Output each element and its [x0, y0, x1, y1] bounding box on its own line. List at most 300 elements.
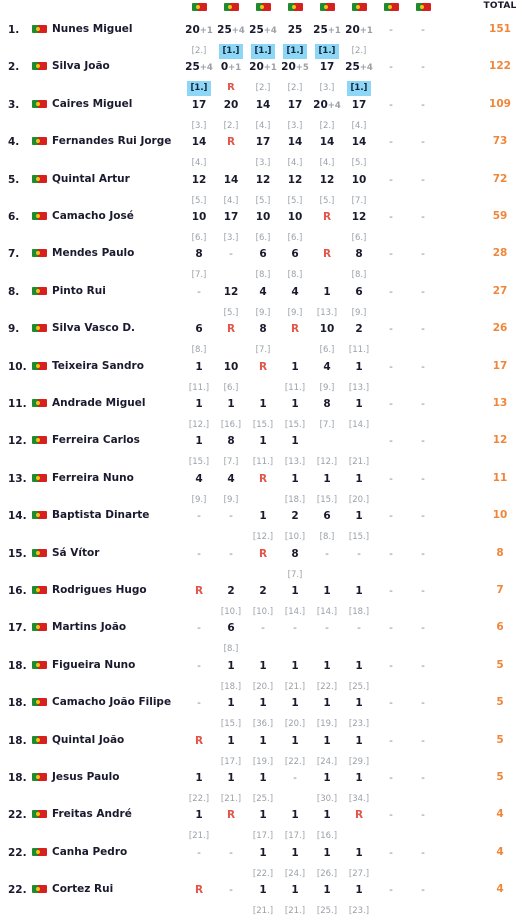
race-points: [183, 173, 215, 188]
points-value: 1: [355, 360, 363, 373]
race-result: [375, 509, 407, 524]
driver-name[interactable]: Martins João: [52, 621, 127, 634]
points-value: 1: [227, 697, 235, 710]
position: 16.: [8, 585, 27, 597]
points-value: -: [389, 697, 393, 710]
total-points: 73: [492, 135, 508, 148]
points-value: -: [293, 622, 297, 635]
points-value: -: [197, 510, 201, 523]
points-value: 12: [255, 173, 271, 186]
race-rank: [3.]: [191, 120, 207, 131]
race-result: [343, 397, 375, 432]
race-result: [407, 883, 439, 898]
race-points: [407, 210, 439, 225]
driver-name[interactable]: Nunes Miguel: [52, 23, 133, 35]
points-value: R: [194, 734, 204, 747]
points-value: -: [421, 285, 425, 298]
race-points: [311, 322, 343, 337]
race-points: [343, 584, 375, 599]
race-result: [407, 472, 439, 487]
race-points: [247, 771, 279, 786]
driver-name[interactable]: Freitas André: [52, 808, 132, 821]
points-value: -: [325, 547, 329, 560]
race-points: [183, 98, 215, 113]
points-value: 1: [259, 697, 267, 710]
race-result: [311, 23, 343, 59]
driver-name[interactable]: Fernandes Rui Jorge: [52, 135, 172, 148]
points-value: 17: [223, 211, 239, 223]
race-result: [343, 584, 375, 619]
race-points: [311, 210, 343, 225]
race-result: [247, 621, 279, 636]
points-value: -: [229, 510, 233, 523]
race-rank: [14.]: [284, 607, 306, 617]
race-result: [375, 621, 407, 636]
race-points: [375, 659, 407, 674]
race-points: [311, 883, 343, 898]
race-result: [375, 734, 407, 749]
race-rank: [11.]: [348, 345, 370, 356]
race-points: [311, 584, 343, 599]
driver-name[interactable]: Silva João: [52, 60, 110, 73]
race-rank: [15.]: [316, 494, 338, 505]
driver-name[interactable]: Quintal João: [52, 733, 125, 746]
race-points: [311, 60, 343, 75]
race-result: [311, 846, 343, 881]
race-points: [215, 285, 247, 300]
race-result: [183, 247, 215, 282]
race-points: [343, 173, 375, 188]
race-points: [279, 808, 311, 823]
points-value: 8: [355, 248, 363, 261]
race-result: [407, 584, 439, 599]
race-result: [183, 434, 215, 469]
race-points: [407, 883, 439, 898]
points-value: 6: [259, 248, 267, 261]
race-points: [279, 846, 311, 861]
race-rank: [11.]: [284, 382, 306, 393]
points-value: -: [197, 622, 201, 635]
total-points: 8: [496, 546, 504, 559]
points-value: 1: [355, 585, 363, 597]
total-points: 59: [492, 210, 508, 222]
points-value: 1: [355, 472, 363, 485]
race-result: [311, 360, 343, 395]
race-points: [247, 584, 279, 599]
position: 13.: [8, 472, 27, 485]
race-points: [183, 584, 215, 599]
race-result: [183, 322, 215, 357]
race-points: [215, 173, 247, 188]
race-rank: [5.]: [319, 195, 335, 206]
race-result: [247, 883, 279, 918]
race-points: [311, 247, 343, 262]
driver-name[interactable]: Canha Pedro: [52, 845, 128, 858]
race-points: [215, 23, 247, 38]
race-result: [343, 247, 375, 282]
race-points: [247, 808, 279, 823]
race-rank: [7.]: [319, 420, 335, 430]
position: 5.: [8, 173, 20, 186]
bonus-points: +5: [295, 63, 309, 74]
race-rank: [4.]: [223, 195, 239, 206]
race-result: [407, 509, 439, 524]
race-points: [247, 60, 279, 75]
race-rank: [23.]: [348, 906, 370, 917]
race-points: [311, 397, 343, 412]
race-points: [375, 509, 407, 524]
race-rank: [23.]: [348, 719, 370, 730]
race-points: [279, 173, 311, 188]
driver-name[interactable]: Sá Vítor: [52, 546, 100, 559]
position: 22.: [8, 846, 27, 859]
total-points: 5: [496, 733, 504, 746]
race-flag-icon: [416, 3, 431, 11]
table-row: [0, 95, 522, 132]
position: 7.: [8, 248, 20, 261]
points-value: 8: [323, 398, 331, 410]
race-result: [343, 472, 375, 507]
race-rank: [36.]: [252, 719, 274, 730]
points-value: 2: [259, 585, 267, 597]
win-badge: [1.]: [187, 81, 212, 96]
race-points: [407, 734, 439, 749]
race-result: [407, 696, 439, 711]
points-value: 1: [195, 809, 203, 822]
race-rank: [17.]: [284, 831, 306, 842]
race-result: [215, 883, 247, 898]
race-result: [375, 434, 407, 449]
points-value: 1: [291, 846, 299, 859]
points-value: 1: [323, 809, 331, 822]
win-badge: [1.]: [283, 44, 308, 59]
race-rank: R: [227, 82, 235, 94]
race-result: [375, 883, 407, 898]
race-result: [279, 360, 311, 395]
race-rank: [7.]: [191, 270, 207, 281]
position: 4.: [8, 136, 20, 149]
race-result: [215, 696, 247, 731]
race-points: [343, 659, 375, 674]
race-result: [279, 135, 311, 170]
position: 2.: [8, 61, 20, 74]
race-result: [279, 621, 311, 636]
points-value: 4: [227, 472, 235, 485]
race-rank: [34.]: [348, 794, 370, 804]
race-result: [407, 247, 439, 262]
race-rank: [11.]: [188, 382, 210, 393]
points-value: 10: [351, 173, 367, 186]
race-rank: [6.]: [255, 233, 271, 243]
total-points: 5: [496, 658, 504, 671]
total-points: 6: [496, 621, 504, 634]
points-value: 2: [291, 510, 299, 523]
race-points: [247, 322, 279, 337]
points-value: 2: [227, 585, 235, 597]
race-result: [407, 360, 439, 375]
points-value: 14: [351, 136, 367, 149]
points-value: R: [226, 136, 236, 149]
race-rank: [9.]: [223, 494, 239, 505]
race-points: [343, 696, 375, 711]
race-points: [215, 509, 247, 524]
race-result: [215, 846, 247, 861]
points-value: -: [197, 846, 201, 859]
race-rank: [3.]: [319, 83, 335, 94]
race-points: [375, 734, 407, 749]
portugal-flag-icon: [32, 698, 47, 706]
race-result: [183, 23, 215, 58]
race-rank: [22.]: [316, 681, 338, 692]
race-result: [279, 60, 311, 95]
race-result: [247, 846, 279, 881]
race-result: [183, 547, 215, 562]
points-value: 14: [223, 173, 239, 186]
points-value: 6: [291, 248, 299, 261]
points-value: 6: [195, 323, 203, 336]
driver-name[interactable]: Quintal Artur: [52, 172, 130, 185]
table-header: [0, 0, 522, 14]
points-value: 1: [291, 360, 299, 373]
table-row: [0, 880, 522, 917]
race-result: [279, 808, 311, 843]
points-value: R: [322, 248, 332, 261]
race-rank: [6.]: [223, 382, 239, 393]
points-value: -: [197, 659, 201, 672]
total-points: 28: [492, 247, 508, 260]
race-points: [343, 60, 375, 75]
table-row: [0, 506, 522, 543]
driver-name[interactable]: Pinto Rui: [52, 284, 106, 297]
race-result: [215, 771, 247, 806]
points-value: -: [229, 248, 233, 261]
points-value: -: [421, 248, 425, 261]
points-value: -: [421, 211, 425, 223]
race-rank: [25.]: [316, 906, 338, 917]
points-value: 10: [319, 323, 335, 336]
table-row: [0, 469, 522, 506]
race-points: [183, 397, 215, 412]
points-value: 4: [323, 360, 331, 373]
points-value: 1: [259, 435, 267, 448]
driver-name[interactable]: Camacho José: [52, 210, 134, 222]
bonus-points: +1: [199, 26, 213, 36]
race-rank: [11.]: [252, 457, 274, 468]
points-value: -: [389, 472, 393, 485]
race-result: [311, 547, 343, 562]
race-points: [215, 883, 247, 898]
total-column-header: TOTAL: [483, 1, 517, 11]
points-value: 1: [323, 772, 331, 784]
race-points: [247, 135, 279, 150]
points-value: -: [421, 61, 425, 74]
race-result: [215, 360, 247, 395]
points-value: 20: [281, 61, 296, 74]
race-points: [279, 397, 311, 412]
race-result: [407, 846, 439, 861]
race-rank: [12.]: [252, 532, 274, 543]
total-points: 11: [492, 471, 508, 484]
race-rank: [9.]: [351, 307, 367, 318]
race-rank: [21.]: [252, 906, 274, 917]
race-points: [279, 60, 311, 75]
race-points: [343, 397, 375, 412]
points-value: 12: [223, 285, 239, 298]
race-points: [183, 360, 215, 375]
race-points: [407, 472, 439, 487]
race-rank: [8.]: [351, 270, 367, 281]
race-rank: [4.]: [287, 158, 303, 169]
table-row: [0, 244, 522, 281]
table-row: [0, 768, 522, 805]
race-points: [215, 696, 247, 711]
points-value: 1: [355, 884, 363, 897]
points-value: 12: [351, 211, 367, 223]
race-points: [343, 23, 375, 38]
driver-name[interactable]: Ferreira Carlos: [52, 434, 140, 447]
race-points: [375, 23, 407, 38]
race-points: [247, 173, 279, 188]
points-value: 1: [323, 285, 331, 298]
race-points: [375, 771, 407, 786]
race-points: [183, 23, 215, 38]
race-rank: [12.]: [188, 420, 210, 430]
points-value: 1: [195, 398, 203, 410]
race-points: [311, 285, 343, 300]
bonus-points: +4: [327, 100, 341, 111]
driver-name[interactable]: Figueira Nuno: [52, 658, 136, 671]
driver-name[interactable]: Cortez Rui: [52, 883, 114, 896]
race-points: [247, 883, 279, 898]
portugal-flag-icon: [32, 175, 47, 183]
points-value: -: [389, 61, 393, 74]
points-value: 1: [355, 697, 363, 710]
race-rank: [9.]: [255, 307, 271, 318]
points-value: 10: [255, 211, 271, 223]
driver-name[interactable]: Silva Vasco D.: [52, 322, 136, 335]
race-result: [247, 547, 279, 562]
race-result: [311, 472, 343, 507]
points-value: 1: [291, 734, 299, 747]
race-result: [247, 397, 279, 432]
race-rank: [25.]: [348, 681, 370, 692]
race-flag-icon: [192, 3, 207, 11]
race-rank: [10.]: [220, 607, 242, 617]
race-points: [375, 846, 407, 861]
race-points: [215, 771, 247, 786]
race-rank: [5.]: [191, 195, 207, 206]
race-points: [279, 509, 311, 524]
points-value: -: [197, 547, 201, 560]
driver-name[interactable]: Mendes Paulo: [52, 247, 135, 260]
points-value: -: [389, 285, 393, 298]
points-value: 17: [191, 98, 207, 111]
race-result: [343, 547, 375, 562]
race-rank: [8.]: [223, 644, 239, 655]
driver-name[interactable]: Andrade Miguel: [52, 397, 146, 409]
race-rank: [12.]: [316, 457, 338, 468]
race-points: [183, 808, 215, 823]
portugal-flag-icon: [32, 885, 47, 893]
race-rank: [8.]: [191, 345, 207, 356]
driver-name[interactable]: Rodrigues Hugo: [52, 584, 147, 596]
points-value: 1: [355, 398, 363, 410]
race-result: [375, 771, 407, 786]
driver-name[interactable]: Teixeira Sandro: [52, 359, 144, 372]
race-points: [215, 659, 247, 674]
race-result: [183, 98, 215, 133]
position: 15.: [8, 547, 27, 560]
race-points: [375, 322, 407, 337]
race-points: [215, 322, 247, 337]
race-points: [311, 547, 343, 562]
race-points: [279, 696, 311, 711]
race-rank: [13.]: [316, 307, 338, 318]
race-rank: [6.]: [191, 233, 207, 243]
race-rank: [5.]: [223, 307, 239, 318]
race-points: [183, 883, 215, 898]
race-result: [247, 285, 279, 320]
race-result: [247, 659, 279, 694]
points-value: 25: [185, 61, 200, 74]
race-points: [343, 883, 375, 898]
race-result: [215, 285, 247, 320]
race-result: [183, 808, 215, 843]
race-points: [247, 696, 279, 711]
portugal-flag-icon: [32, 436, 47, 444]
race-points: [215, 734, 247, 749]
points-value: -: [421, 173, 425, 186]
race-points: [215, 434, 247, 449]
table-row: [0, 282, 522, 319]
points-value: 25: [313, 24, 328, 36]
driver-name[interactable]: Ferreira Nuno: [52, 471, 134, 484]
race-points: [407, 509, 439, 524]
total-points: 122: [489, 60, 511, 73]
portugal-flag-icon: [32, 212, 47, 220]
points-value: 17: [287, 98, 303, 111]
race-rank: [19.]: [316, 719, 338, 730]
points-value: 14: [191, 136, 207, 149]
portugal-flag-icon: [32, 324, 47, 332]
driver-name[interactable]: Jesus Paulo: [52, 771, 120, 783]
driver-name[interactable]: Caires Miguel: [52, 97, 133, 110]
driver-name[interactable]: Camacho João Filipe: [52, 696, 172, 709]
race-points: [375, 210, 407, 225]
total-points: 7: [496, 584, 504, 596]
race-result: [407, 60, 439, 75]
race-points: [279, 23, 311, 38]
race-result: [183, 659, 215, 674]
race-points: [183, 659, 215, 674]
points-value: 25: [345, 61, 360, 74]
race-points: [311, 509, 343, 524]
race-result: [215, 322, 247, 337]
race-points: [247, 472, 279, 487]
points-value: 1: [355, 846, 363, 859]
points-value: -: [421, 846, 425, 859]
race-result: [215, 584, 247, 619]
driver-name[interactable]: Baptista Dinarte: [52, 509, 150, 522]
race-result: [375, 584, 407, 599]
points-value: -: [421, 435, 425, 448]
race-result: [247, 696, 279, 731]
race-result: [215, 434, 247, 469]
points-value: R: [354, 809, 364, 822]
race-result: [215, 210, 247, 245]
points-value: 1: [227, 734, 235, 747]
race-flag-icon: [384, 3, 399, 11]
